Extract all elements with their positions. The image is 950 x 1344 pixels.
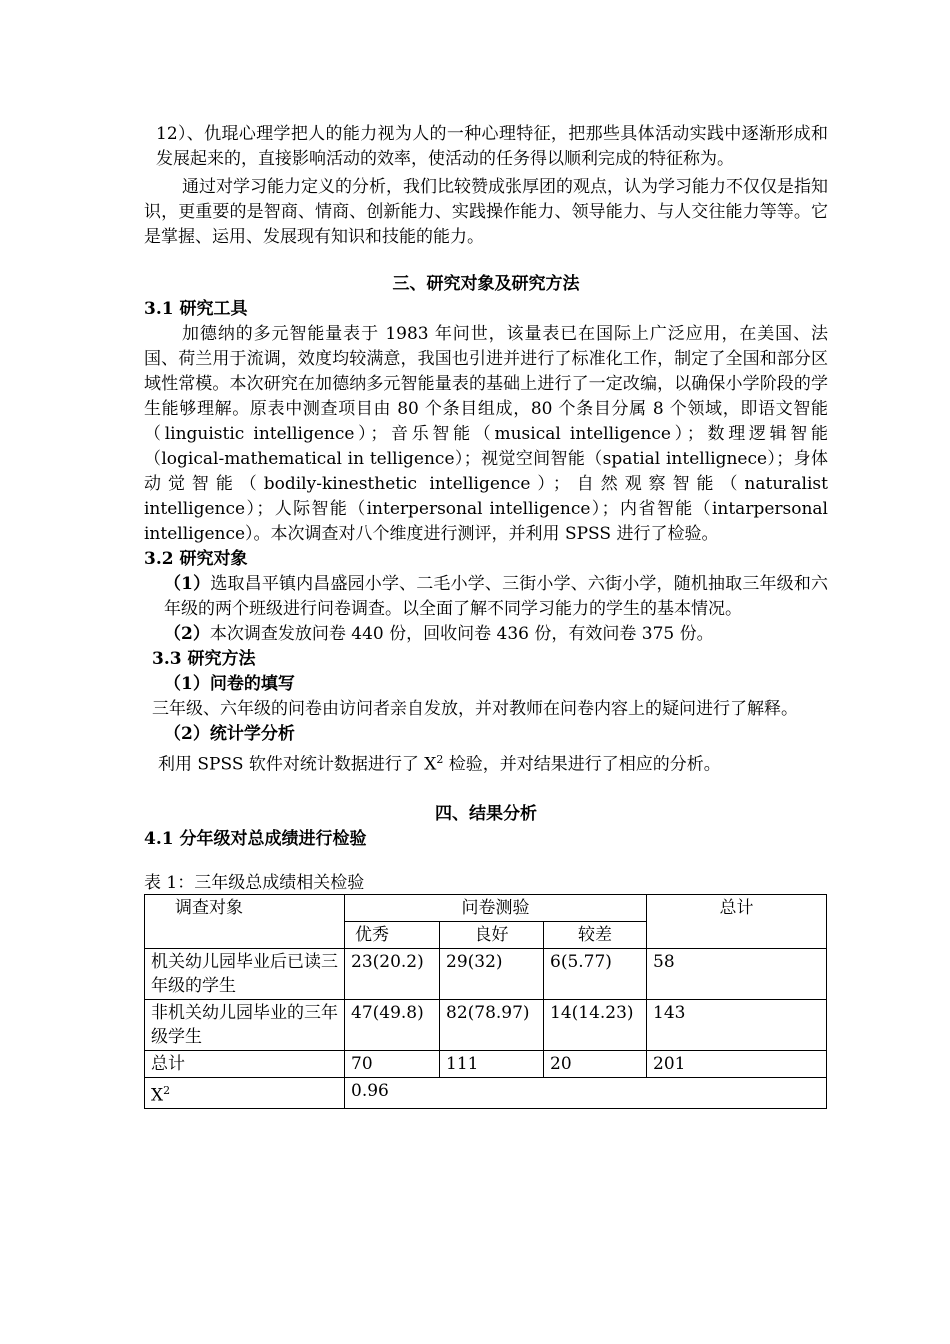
header-test: 问卷测验 [345,894,647,921]
text-run: 检验，并对结果进行了相应的分析。 [443,754,721,775]
header-poor: 较差 [544,921,647,948]
chi-square-value: 0.96 [345,1077,827,1109]
cell-good: 111 [440,1050,544,1077]
table-row [145,948,827,999]
row-label: 总计 [145,1050,345,1077]
row-label: 机关幼儿园毕业后已读三年级的学生 [145,948,345,999]
cell-poor: 6(5.77) [544,948,647,999]
list-item-label: （2） [164,624,210,644]
cell-excellent: 47(49.8) [345,999,440,1050]
paragraph: 加德纳的多元智能量表于 1983 年问世，该量表已在国际上广泛应用，在美国、法国、荷兰用于流调，效度均较满意，我国也引进并进行了标准化工作，制定了全国和部分区域性常模。本次研究在加德纳多元智能量表的基础上进行了一定改编，以确保小学阶段的学生能够理解。原表中测查项目由 80 个条目组成，80 个条目分属 8 个领域，即语文智能（linguistic intelligence）；音乐智能（musical intelligence）；数理逻辑智能（logical-mathematical in telligence）；视觉空间智能（spatial intellignece）；身体动觉智能（bodily-kinesthetic intelligence）；自然观察智能（naturalist intelligence）；人际智能（interpersonal intelligence）；内省智能（intarpersonal intelligence）。本次调查对八个维度进行测评，并利用 SPSS 进行了检验。 [144,324,828,544]
list-item [144,572,828,622]
paragraph [144,747,828,778]
table-header-row [145,894,827,921]
subsection-heading: 3.2 研究对象 [144,549,248,569]
superscript: 2 [436,753,444,766]
cell-total: 58 [647,948,827,999]
table-caption: 表 1：三年级总成绩相关检验 [144,872,365,893]
sub-heading: （2）统计学分析 [164,724,295,744]
cell-total: 201 [647,1050,827,1077]
paragraph: 三年级、六年级的问卷由访问者亲自发放，并对教师在问卷内容上的疑问进行了解释。 [152,699,798,719]
cell-total: 143 [647,999,827,1050]
section-heading: 四、结果分析 [435,803,537,824]
list-item-label: （1） [164,574,211,594]
paragraph: 通过对学习能力定义的分析，我们比较赞成张厚团的观点，认为学习能力不仅仅是指知识，更重要的是智商、情商、创新能力、实践操作能力、领导能力、与人交往能力等等。它是掌握、运用、发展现有知识和技能的能力。 [144,177,828,247]
list-item-text: 本次调查发放问卷 440 份，回收问卷 436 份，有效问卷 375 份。 [209,624,714,644]
header-excellent: 优秀 [345,921,440,948]
cell-good: 29(32) [440,948,544,999]
paragraph: 12）、仇琨心理学把人的能力视为人的一种心理特征，把那些具体活动实践中逐渐形成和发展起来的，直接影响活动的效率，使活动的任务得以顺利完成的特征称为。 [156,124,828,169]
section-heading: 三、研究对象及研究方法 [392,274,580,294]
cell-poor: 20 [544,1050,647,1077]
list-item [144,622,828,647]
header-subject: 调查对象 [145,894,345,948]
header-total: 总计 [647,894,827,948]
row-label: 非机关幼儿园毕业的三年级学生 [145,999,345,1050]
cell-excellent: 23(20.2) [345,948,440,999]
cell-poor: 14(14.23) [544,999,647,1050]
table-row [145,1050,827,1077]
cell-good: 82(78.97) [440,999,544,1050]
subsection-heading: 3.1 研究工具 [144,299,248,319]
cell-excellent: 70 [345,1050,440,1077]
header-good: 良好 [440,921,544,948]
document-body [144,122,828,1109]
chi-square-label: $X^2$ [145,1077,345,1109]
table-row [145,999,827,1050]
subsection-heading: 3.3 研究方法 [152,649,256,669]
text-run: 利用 SPSS 软件对统计数据进行了 X [158,754,437,775]
results-table [144,894,827,1110]
subsection-heading: 4.1 分年级对总成绩进行检验 [144,828,367,849]
sub-heading: （1）问卷的填写 [164,674,295,694]
list-item-text: 选取昌平镇内昌盛园小学、二毛小学、三街小学、六街小学，随机抽取三年级和六年级的两个班级进行问卷调查。以全面了解不同学习能力的学生的基本情况。 [164,574,828,619]
table-row-chi-square [145,1077,827,1109]
